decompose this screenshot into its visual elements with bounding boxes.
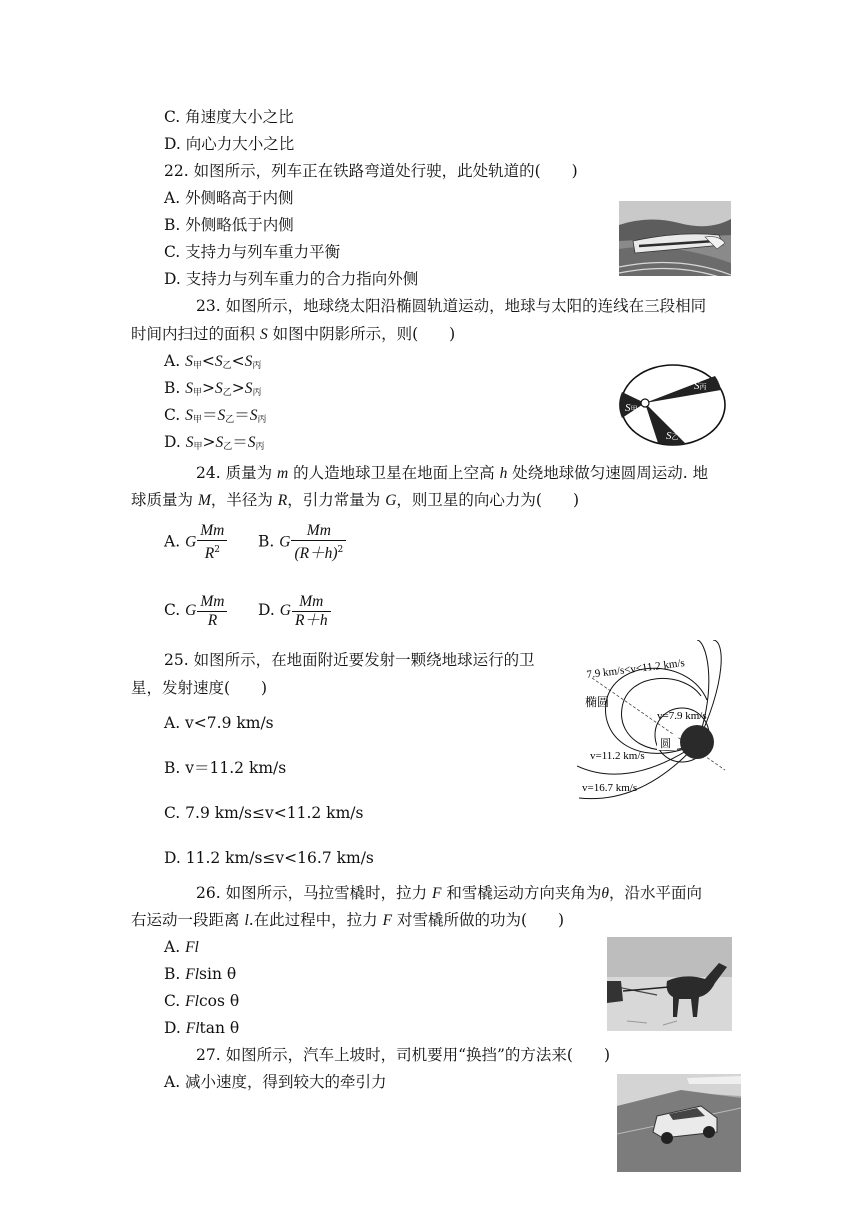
q27-option-a: A. 减小速度，得到较大的牵引力 [164,1073,387,1091]
q21-option-d: D. 向心力大小之比 [164,135,295,153]
launch-velocity-diagram [577,640,727,806]
q23-option-a: A. $S_甲<S_乙<S_丙$ [164,352,262,371]
q25-option-b: B. v＝11.2 km/s [164,759,287,777]
svg-text:S乙: S乙 [666,430,679,442]
q24-option-a: A. G $\frac{Mm}{R^2}$ [164,522,228,563]
svg-text:S甲: S甲 [625,402,638,414]
q21-option-c: C. 角速度大小之比 [164,108,294,126]
q24-option-d: D. G $\frac{Mm}{R+h}$ [258,592,332,630]
q25-option-c: C. 7.9 km/s≤v<11.2 km/s [164,804,364,822]
q23-stem-line1: 23. 如图所示，地球绕太阳沿椭圆轨道运动，地球与太阳的连线在三段相同 [196,297,707,315]
svg-text:v=7.9 km/s: v=7.9 km/s [657,710,707,722]
q26-stem-line1: 26. 如图所示，马拉雪橇时，拉力 F 和雪橇运动方向夹角为θ，沿水平面向 [196,884,703,902]
q22-stem: 22. 如图所示，列车正在铁路弯道处行驶，此处轨道的( ) [164,162,578,180]
q26-option-c: C. Flcos θ [164,992,240,1010]
q27-stem: 27. 如图所示，汽车上坡时，司机要用“换挡”的方法来( ) [196,1046,611,1064]
svg-text:v=11.2 km/s: v=11.2 km/s [590,750,645,762]
q26-option-a: A. Fl [164,938,199,956]
svg-text:圆: 圆 [660,738,671,750]
car-on-slope-photo [617,1074,741,1172]
svg-text:7.9 km/s<v<11.2 km/s: 7.9 km/s<v<11.2 km/s [585,657,686,681]
q23-option-b: B. $S_甲>S_乙>S_丙$ [164,379,262,398]
q22-option-d: D. 支持力与列车重力的合力指向外侧 [164,270,419,288]
q24-stem-line1: 24. 质量为 m 的人造地球卫星在地面上空高 h 处绕地球做匀速圆周运动. 地 [196,464,709,482]
ellipse-orbit-diagram [618,360,728,450]
q25-stem-line1: 25. 如图所示，在地面附近要发射一颗绕地球运行的卫 [164,651,535,669]
q24-option-b: B. G $\frac{Mm}{(R+h)^2}$ [258,522,347,563]
q26-option-b: B. Flsin θ [164,965,237,983]
q26-option-d: D. Fltan θ [164,1019,240,1037]
sun-dot [641,399,649,407]
train-on-curve-photo [619,201,731,276]
q24-option-c: C. G $\frac{Mm}{R}$ [164,592,228,630]
q25-option-d: D. 11.2 km/s≤v<16.7 km/s [164,849,374,867]
q25-stem-line2: 星，发射速度( ) [131,679,268,697]
q23-stem-line2: 时间内扫过的面积 S 如图中阴影所示，则( ) [131,325,456,343]
q22-option-a: A. 外侧略高于内侧 [164,189,294,207]
q22-option-c: C. 支持力与列车重力平衡 [164,243,341,261]
svg-text:椭圆: 椭圆 [585,695,610,709]
earth-disc [680,725,714,759]
q22-option-b: B. 外侧略低于内侧 [164,216,294,234]
q26-stem-line2: 右运动一段距离 l.在此过程中，拉力 F 对雪橇所做的功为( ) [131,911,565,929]
q23-option-c: C. $S_甲=S_乙=S_丙$ [164,406,267,425]
q25-option-a: A. v<7.9 km/s [164,714,274,732]
svg-text:v=16.7 km/s: v=16.7 km/s [582,782,638,794]
q24-stem-line2: 球质量为 M，半径为 R，引力常量为 G，则卫星的向心力为( ) [131,491,580,509]
horse-sled-photo [607,937,732,1031]
svg-text:S丙: S丙 [694,380,707,392]
q23-option-d: D. $S_甲>S_乙=S_丙$ [164,433,265,452]
